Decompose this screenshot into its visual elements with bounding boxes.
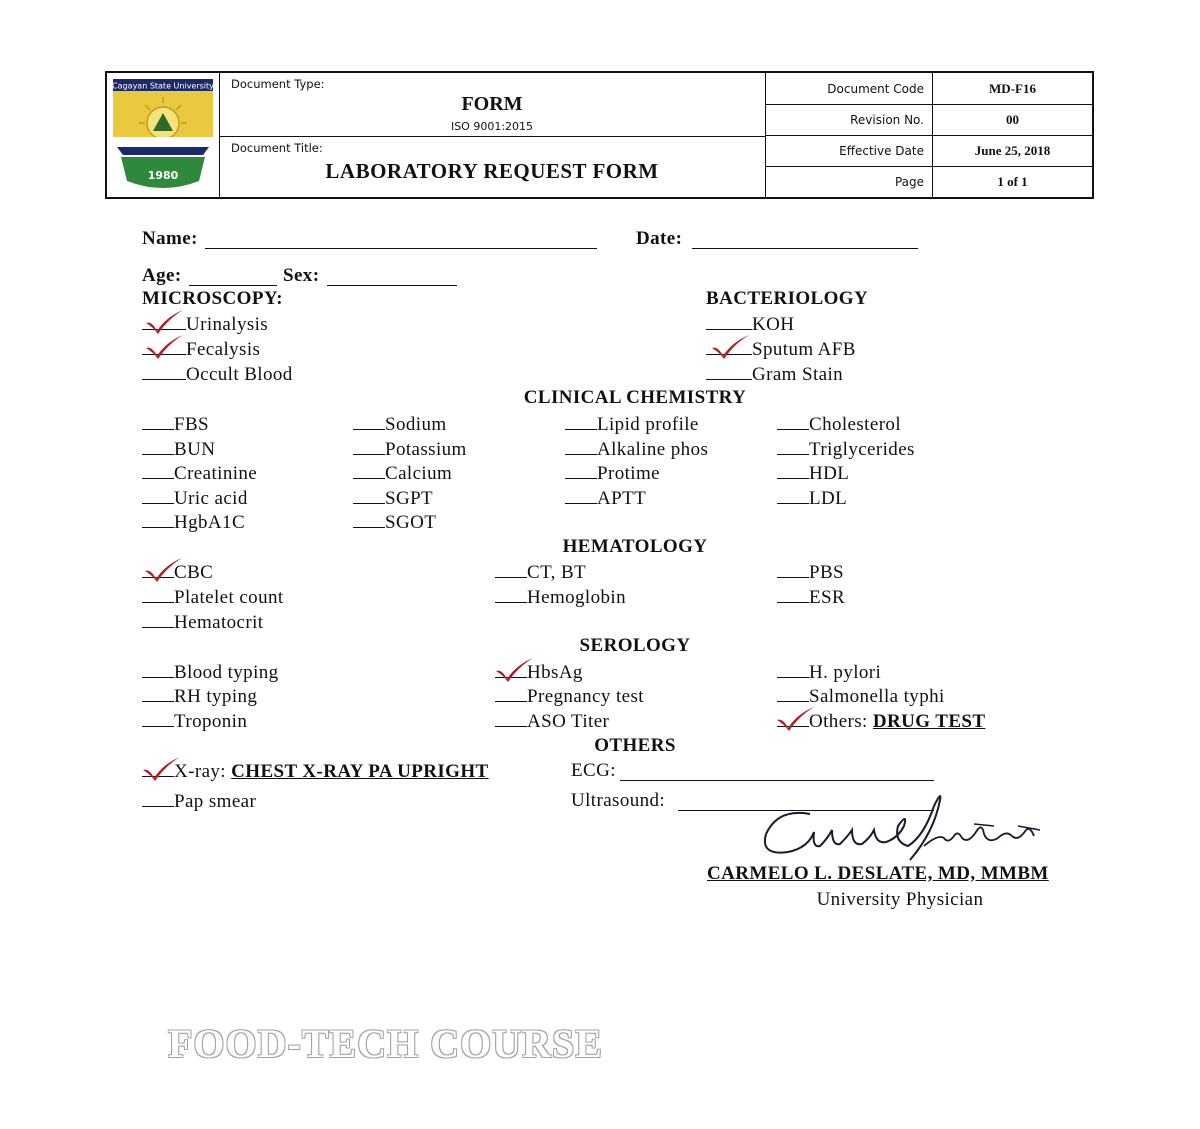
option-hgba1c[interactable]: HgbA1C — [142, 511, 245, 534]
check-xray-icon — [141, 756, 181, 782]
age-field[interactable] — [189, 285, 277, 286]
option-esr[interactable]: ESR — [777, 586, 845, 609]
option-sodium[interactable]: Sodium — [353, 413, 447, 436]
option-blood-typing[interactable]: Blood typing — [142, 661, 279, 684]
option-aso-titer[interactable]: ASO Titer — [495, 710, 609, 733]
check-sputum-afb-icon — [710, 334, 750, 360]
option-sgpt[interactable]: SGPT — [353, 487, 433, 510]
option-potassium[interactable]: Potassium — [353, 438, 467, 461]
option-hemoglobin[interactable]: Hemoglobin — [495, 586, 626, 609]
check-urinalysis-icon — [144, 309, 184, 335]
option-platelet-count[interactable]: Platelet count — [142, 586, 284, 609]
check-hbsag-icon — [494, 657, 534, 683]
physician-title: University Physician — [816, 889, 984, 910]
option-others[interactable]: Others: DRUG TEST — [777, 710, 985, 733]
iso-label: ISO 9001:2015 — [450, 120, 534, 133]
option-fbs[interactable]: FBS — [142, 413, 209, 436]
meta-page: Page 1 of 1 — [765, 166, 1092, 197]
doc-title-label: Document Title: — [231, 141, 323, 155]
date-label: Date: — [636, 228, 683, 249]
option-salmonella-typhi[interactable]: Salmonella typhi — [777, 685, 945, 708]
watermark: FOOD-TECH COURSE — [168, 1021, 603, 1066]
check-others-icon — [775, 706, 815, 732]
option-cbc[interactable]: CBC — [142, 561, 213, 584]
document-info — [219, 73, 766, 197]
ecg-label: ECG: — [571, 760, 616, 781]
option-creatinine[interactable]: Creatinine — [142, 462, 257, 485]
option-gram-stain[interactable]: Gram Stain — [706, 363, 843, 386]
option-troponin[interactable]: Troponin — [142, 710, 247, 733]
option-ldl[interactable]: LDL — [777, 487, 847, 510]
check-fecalysis-icon — [144, 334, 184, 360]
option-sgot[interactable]: SGOT — [353, 511, 436, 534]
option-cholesterol[interactable]: Cholesterol — [777, 413, 901, 436]
meta-effective-date: Effective Date June 25, 2018 — [765, 135, 1092, 167]
name-label: Name: — [142, 228, 198, 249]
section-serology: SEROLOGY — [579, 635, 691, 656]
section-clinical-chemistry: CLINICAL CHEMISTRY — [523, 387, 747, 408]
option-alkaline-phos[interactable]: Alkaline phos — [565, 438, 708, 461]
svg-text:1980: 1980 — [147, 169, 179, 182]
xray-value: CHEST X-RAY PA UPRIGHT — [231, 761, 489, 782]
option-rh-typing[interactable]: RH typing — [142, 685, 257, 708]
section-hematology: HEMATOLOGY — [562, 536, 708, 557]
sex-field[interactable] — [327, 285, 457, 286]
meta-revision: Revision No. 00 — [765, 104, 1092, 136]
option-hdl[interactable]: HDL — [777, 462, 849, 485]
option-urinalysis[interactable]: Urinalysis — [142, 313, 268, 336]
section-microscopy: MICROSCOPY: — [142, 288, 283, 309]
option-hbsag[interactable]: HbsAg — [495, 661, 583, 684]
doc-title: LABORATORY REQUEST FORM — [325, 159, 659, 183]
option-sputum-afb[interactable]: Sputum AFB — [706, 338, 856, 361]
university-logo — [107, 73, 220, 197]
sex-label: Sex: — [283, 265, 320, 286]
svg-text:Cagayan State University: Cagayan State University — [112, 81, 214, 91]
check-cbc-icon — [143, 557, 183, 583]
others-value: DRUG TEST — [872, 711, 986, 732]
option-h-pylori[interactable]: H. pylori — [777, 661, 881, 684]
option-occult-blood[interactable]: Occult Blood — [142, 363, 293, 386]
document-header — [105, 71, 1094, 199]
option-bun[interactable]: BUN — [142, 438, 215, 461]
option-protime[interactable]: Protime — [565, 462, 660, 485]
section-bacteriology: BACTERIOLOGY — [706, 288, 869, 309]
doc-type: FORM — [461, 93, 523, 115]
physician-signature — [748, 786, 1058, 866]
name-field[interactable] — [205, 248, 597, 249]
option-ct-bt[interactable]: CT, BT — [495, 561, 586, 584]
ultrasound-label: Ultrasound: — [571, 790, 666, 811]
physician-name: CARMELO L. DESLATE, MD, MMBM — [707, 863, 1049, 884]
option-koh[interactable]: KOH — [706, 313, 794, 336]
option-uric-acid[interactable]: Uric acid — [142, 487, 248, 510]
option-pregnancy-test[interactable]: Pregnancy test — [495, 685, 644, 708]
option-pbs[interactable]: PBS — [777, 561, 844, 584]
option-lipid-profile[interactable]: Lipid profile — [565, 413, 699, 436]
option-triglycerides[interactable]: Triglycerides — [777, 438, 915, 461]
doc-type-label: Document Type: — [231, 77, 325, 91]
option-fecalysis[interactable]: Fecalysis — [142, 338, 260, 361]
option-xray[interactable]: X-ray: CHEST X-RAY PA UPRIGHT — [142, 760, 489, 783]
option-hematocrit[interactable]: Hematocrit — [142, 611, 263, 634]
date-field[interactable] — [692, 248, 918, 249]
option-aptt[interactable]: APTT — [565, 487, 646, 510]
section-others: OTHERS — [594, 735, 676, 756]
option-calcium[interactable]: Calcium — [353, 462, 452, 485]
age-label: Age: — [142, 265, 182, 286]
meta-document-code: Document Code MD-F16 — [765, 73, 1092, 105]
ecg-field[interactable] — [620, 780, 934, 781]
option-pap-smear[interactable]: Pap smear — [142, 790, 256, 813]
